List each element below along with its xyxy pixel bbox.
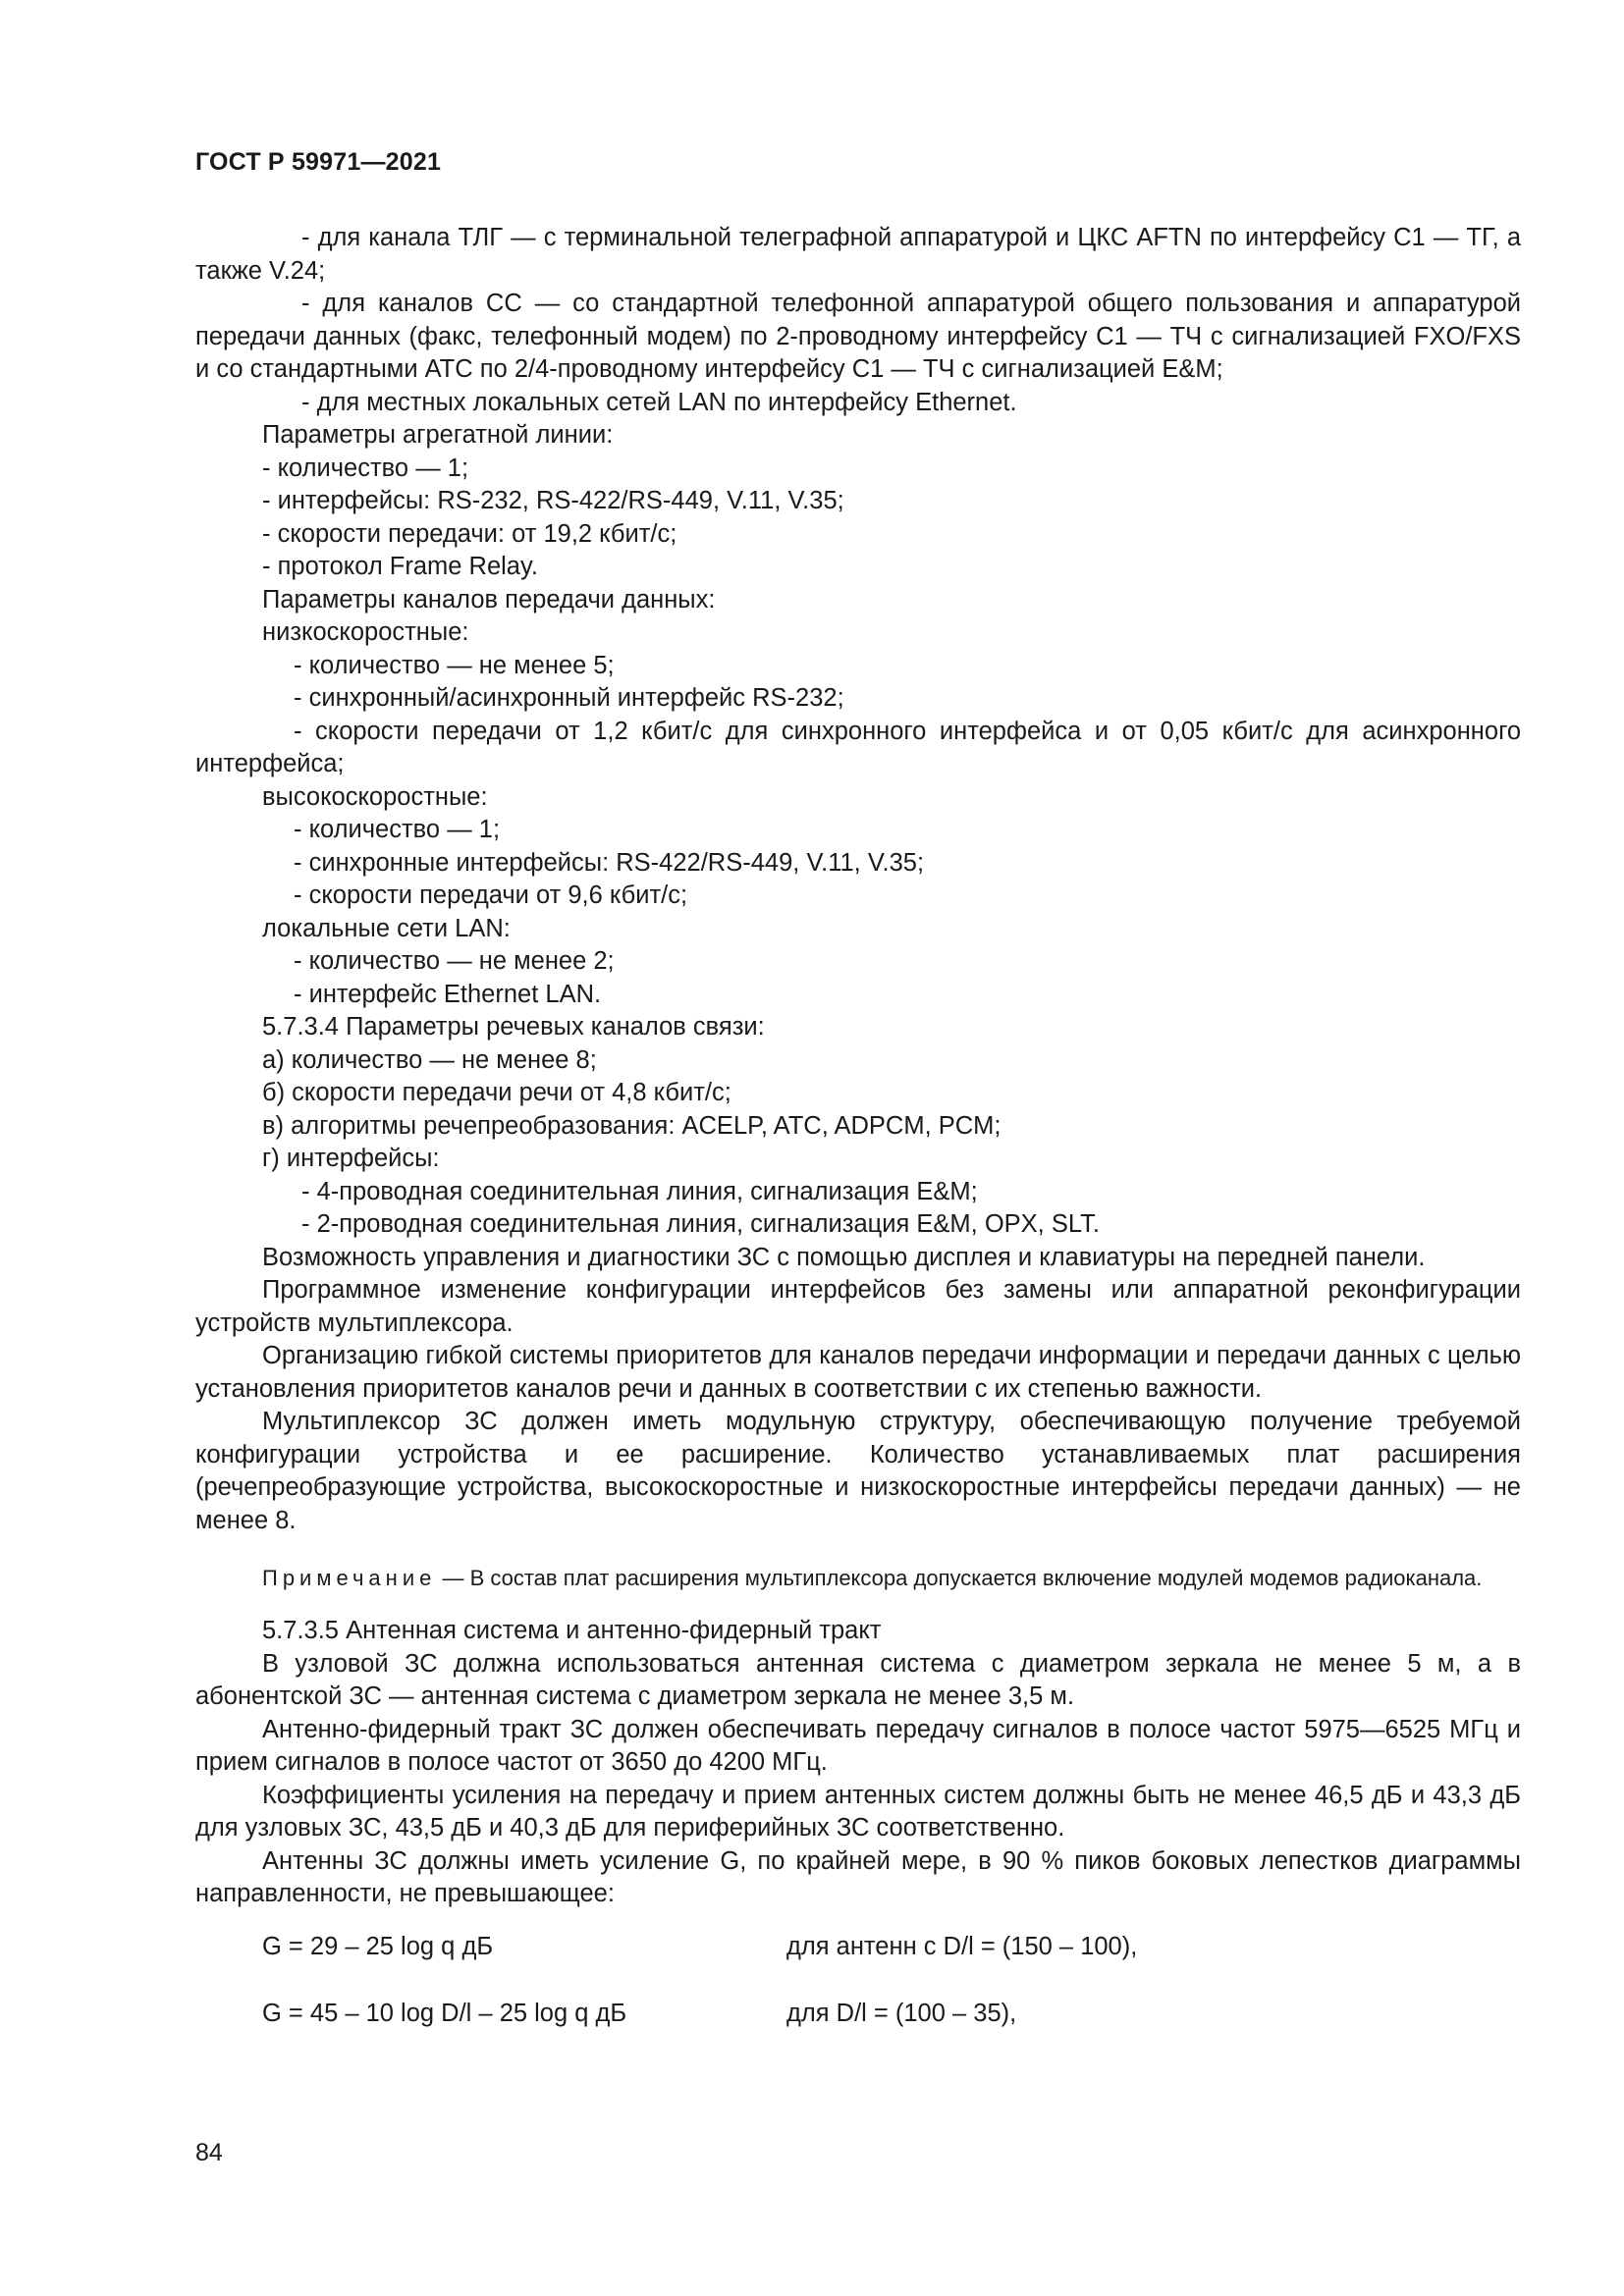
note [195,1563,1521,1593]
list-item: - количество — 1; [294,816,501,843]
list-item: а) количество — не менее 8; [262,1045,597,1074]
list-item: - скорости передачи от 9,6 кбит/с; [294,881,688,909]
list-item: - количество — 1; [262,454,469,482]
list-item: - скорости передачи от 1,2 кбит/с для синхронного интерфейса и от 0,05 кбит/с для асинхронного интерфейса; [195,717,1521,777]
paragraph: Параметры агрегатной линии: [262,421,614,449]
section-heading: 5.7.3.4 Параметры речевых каналов связи: [262,1013,765,1041]
paragraph: В узловой ЗС должна использоваться антенная система с диаметром зеркала не менее 5 м, а в абонентской ЗС — антенная система с диаметром зеркала не менее 3,5 м. [195,1649,1521,1710]
formula-condition: для D/l = (100 – 35), [786,2000,1017,2027]
document-body [195,222,1521,2031]
paragraph: Возможность управления и диагностики ЗС с помощью дисплея и клавиатуры на передней панели. [262,1243,1426,1271]
list-item: - 4-проводная соединительная линия, сигнализация E&M; [301,1177,978,1205]
paragraph: Антенно-фидерный тракт ЗС должен обеспечивать передачу сигналов в полосе частот 5975—6525 МГц и прием сигналов в полосе частот от 3650 до 4200 МГц. [195,1715,1521,1776]
list-item: - количество — не менее 5; [294,651,615,679]
list-item: - для каналов СС — со стандартной телефонной аппаратурой общего пользования и аппаратурой передачи данных (факс, телефонный модем) по 2-проводному интерфейсу С1 — ТЧ с сигнализацией FXO/FXS и со стандартными АТС по 2/4-проводному интерфейсу С1 — ТЧ с сигнализацией E&M; [195,290,1521,383]
subheading: локальные сети LAN: [262,914,511,942]
note-text: — В состав плат расширения мультиплексора допускается включение модулей модемов радиоканала. [436,1566,1483,1590]
paragraph: Программное изменение конфигурации интерфейсов без замены или аппаратной реконфигурации устройств мультиплексора. [195,1276,1521,1337]
list-item: - синхронный/асинхронный интерфейс RS-232; [294,684,844,712]
formula-expression: G = 45 – 10 log D/l – 25 log q дБ [262,2000,627,2027]
list-item: - скорости передачи: от 19,2 кбит/с; [262,519,677,548]
formula-row [195,1998,1521,2031]
formula-condition: для антенн с D/l = (150 – 100), [786,1932,1138,1960]
note-label: Примечание [262,1566,437,1590]
page-number: 84 [195,2139,223,2166]
paragraph: Коэффициенты усиления на передачу и прием антенных систем должны быть не менее 46,5 дБ и 43,3 дБ для узловых ЗС, 43,5 дБ и 40,3 дБ для периферийных ЗС соответственно. [195,1781,1521,1842]
paragraph: Мультиплексор ЗС должен иметь модульную структуру, обеспечивающую получение требуемой конфигурации устройства и ее расширение. Количество устанавливаемых плат расширения (речепреобразующие устройства, высокоскоростные и низкоскоростные интерфейсы передачи данных) — не менее 8. [195,1408,1521,1534]
list-item: - для канала ТЛГ — с терминальной телеграфной аппаратурой и ЦКС AFTN по интерфейсу С1 — ТГ, а также V.24; [195,224,1521,285]
paragraph: Организацию гибкой системы приоритетов для каналов передачи информации и передачи данных с целью установления приоритетов каналов речи и данных в соответствии с их степенью важности. [195,1342,1521,1403]
formula-expression: G = 29 – 25 log q дБ [262,1932,494,1960]
subheading: низкоскоростные: [262,618,469,646]
subheading: высокоскоростные: [262,782,488,811]
list-item: - для местных локальных сетей LAN по интерфейсу Ethernet. [301,388,1017,416]
list-item: - интерфейс Ethernet LAN. [294,980,602,1008]
list-item: - количество — не менее 2; [294,947,615,975]
list-item: г) интерфейсы: [262,1145,440,1172]
paragraph: Параметры каналов передачи данных: [262,585,716,614]
section-heading: 5.7.3.5 Антенная система и антенно-фидерный тракт [262,1617,882,1644]
list-item: - интерфейсы: RS-232, RS-422/RS-449, V.11, V.35; [262,487,844,514]
paragraph: Антенны ЗС должны иметь усиление G, по крайней мере, в 90 % пиков боковых лепестков диаграммы направленности, не превышающее: [195,1846,1521,1907]
list-item: б) скорости передачи речи от 4,8 кбит/с; [262,1079,731,1106]
page-header: ГОСТ Р 59971—2021 [195,148,442,176]
list-item: в) алгоритмы речепреобразования: ACELP, ATC, ADPCM, PCM; [262,1111,1001,1140]
list-item: - протокол Frame Relay. [262,553,538,580]
list-item: - 2-проводная соединительная линия, сигнализация E&M, OPX, SLT. [301,1210,1100,1238]
formula-row [195,1931,1521,1964]
list-item: - синхронные интерфейсы: RS-422/RS-449, V.11, V.35; [294,848,925,877]
